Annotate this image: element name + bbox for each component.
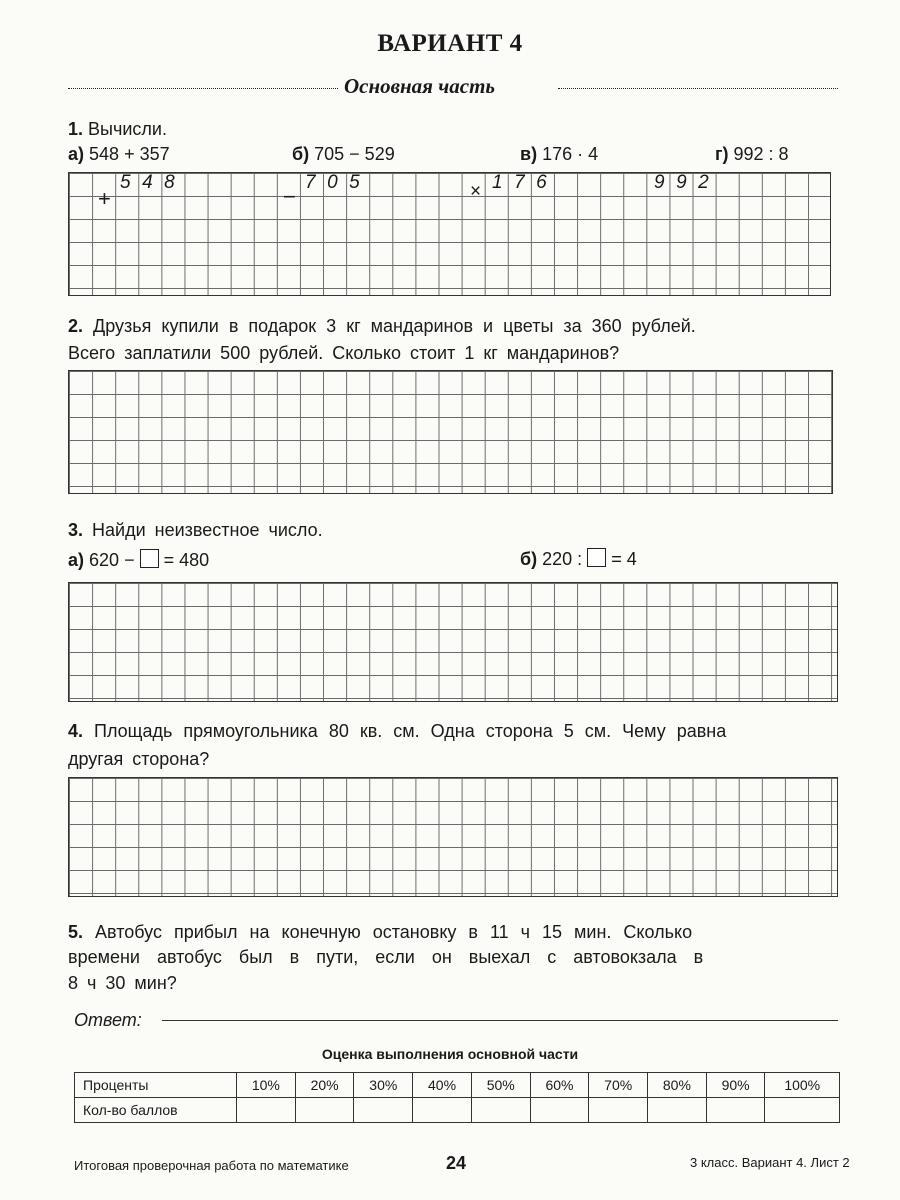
section-subtitle: Основная часть xyxy=(338,74,501,99)
task1-item-c xyxy=(520,141,598,168)
task2-work-grid[interactable] xyxy=(68,370,833,494)
task2-text-line2: Всего заплатили 500 рублей. Сколько стоит 1 кг мандаринов? xyxy=(68,343,620,363)
points-cell[interactable] xyxy=(237,1098,296,1123)
row-label: Проценты xyxy=(75,1073,237,1098)
percent-row xyxy=(75,1073,840,1098)
points-cell[interactable] xyxy=(354,1098,413,1123)
scoring-table xyxy=(74,1072,840,1123)
task3-b-right: = 4 xyxy=(611,549,637,569)
points-cell[interactable] xyxy=(589,1098,648,1123)
task2-number: 2. xyxy=(68,316,84,336)
task4-text-line1: Площадь прямоугольника 80 кв. см. Одна сторона 5 см. Чему равна xyxy=(94,721,727,741)
percent-cell: 90% xyxy=(706,1073,765,1098)
points-cell[interactable] xyxy=(648,1098,707,1123)
task5-line1 xyxy=(68,919,838,946)
section-heading xyxy=(68,74,838,100)
row-label: Кол-во баллов xyxy=(75,1098,237,1123)
dotted-divider-right xyxy=(558,88,838,89)
task1-number: 1. xyxy=(68,119,84,139)
task1-item-label: б) xyxy=(292,144,310,164)
work-digits-c: 176 xyxy=(492,172,559,193)
task4-number: 4. xyxy=(68,721,84,741)
task2-line1 xyxy=(68,313,838,340)
task1-item-expr: 705 − 529 xyxy=(314,144,395,164)
dotted-divider-left xyxy=(68,88,338,89)
task1-item-label: а) xyxy=(68,144,85,164)
points-cell[interactable] xyxy=(471,1098,530,1123)
task3-number: 3. xyxy=(68,520,84,540)
percent-cell: 80% xyxy=(648,1073,707,1098)
percent-cell: 20% xyxy=(295,1073,354,1098)
points-cell[interactable] xyxy=(295,1098,354,1123)
answer-label: Ответ: xyxy=(74,1010,142,1030)
task4-line1 xyxy=(68,718,838,745)
percent-cell: 70% xyxy=(589,1073,648,1098)
task2-text-line1: Друзья купили в подарок 3 кг мандаринов и цветы за 360 рублей. xyxy=(93,316,696,336)
task5-text-line3: 8 ч 30 мин? xyxy=(68,973,177,993)
task1-item-b xyxy=(292,141,395,168)
work-digits-d: 992 xyxy=(654,172,721,193)
task3-b-label: б) xyxy=(520,549,538,569)
task3-heading xyxy=(68,517,323,544)
percent-cell: 100% xyxy=(765,1073,840,1098)
percent-cell: 40% xyxy=(413,1073,472,1098)
task3-b-left: 220 : xyxy=(542,549,583,569)
task5-number: 5. xyxy=(68,922,84,942)
task1-item-d xyxy=(715,141,789,168)
task3-item-a xyxy=(68,547,209,574)
task1-text: Вычисли. xyxy=(88,119,167,139)
task3-item-b xyxy=(520,546,637,573)
footer-left: Итоговая проверочная работа по математике xyxy=(74,1158,349,1173)
answer-box[interactable] xyxy=(140,549,159,568)
percent-cell: 30% xyxy=(354,1073,413,1098)
points-cell[interactable] xyxy=(530,1098,589,1123)
answer-input-line[interactable] xyxy=(162,1020,838,1021)
percent-cell: 50% xyxy=(471,1073,530,1098)
minus-sign: − xyxy=(283,184,296,209)
task3-a-label: а) xyxy=(68,550,85,570)
task1-item-expr: 548 + 357 xyxy=(89,144,170,164)
points-cell[interactable] xyxy=(765,1098,840,1123)
multiply-sign: × xyxy=(470,181,482,202)
task3-a-left: 620 − xyxy=(89,550,135,570)
plus-sign: + xyxy=(98,186,111,211)
page-title: ВАРИАНТ 4 xyxy=(377,30,523,57)
answer-box[interactable] xyxy=(587,548,606,567)
task1-item-label: в) xyxy=(520,144,538,164)
task1-item-a xyxy=(68,141,170,168)
task5-text-line2: времени автобус был в пути, если он выехал с автовокзала в xyxy=(68,947,704,967)
task1-item-expr: 992 : 8 xyxy=(733,144,789,164)
points-cell[interactable] xyxy=(413,1098,472,1123)
task3-work-grid[interactable] xyxy=(68,582,838,702)
task1-item-expr: 176 · 4 xyxy=(542,144,599,164)
footer-right: 3 класс. Вариант 4. Лист 2 xyxy=(690,1155,850,1170)
task1-heading xyxy=(68,116,167,143)
points-cell[interactable] xyxy=(706,1098,765,1123)
task3-text: Найди неизвестное число. xyxy=(92,520,323,540)
scoring-title: Оценка выполнения основной части xyxy=(321,1046,579,1062)
points-row xyxy=(75,1098,840,1123)
work-digits-b: 705 xyxy=(305,172,372,193)
percent-cell: 10% xyxy=(237,1073,296,1098)
percent-cell: 60% xyxy=(530,1073,589,1098)
work-digits-a: 548 xyxy=(120,172,187,193)
page-number: 24 xyxy=(446,1153,467,1173)
task3-a-right: = 480 xyxy=(163,550,210,570)
task5-text-line1: Автобус прибыл на конечную остановку в 11 ч 15 мин. Сколько xyxy=(95,922,693,942)
task1-item-label: г) xyxy=(715,144,729,164)
task4-work-grid[interactable] xyxy=(68,777,838,897)
task4-text-line2: другая сторона? xyxy=(68,749,210,769)
